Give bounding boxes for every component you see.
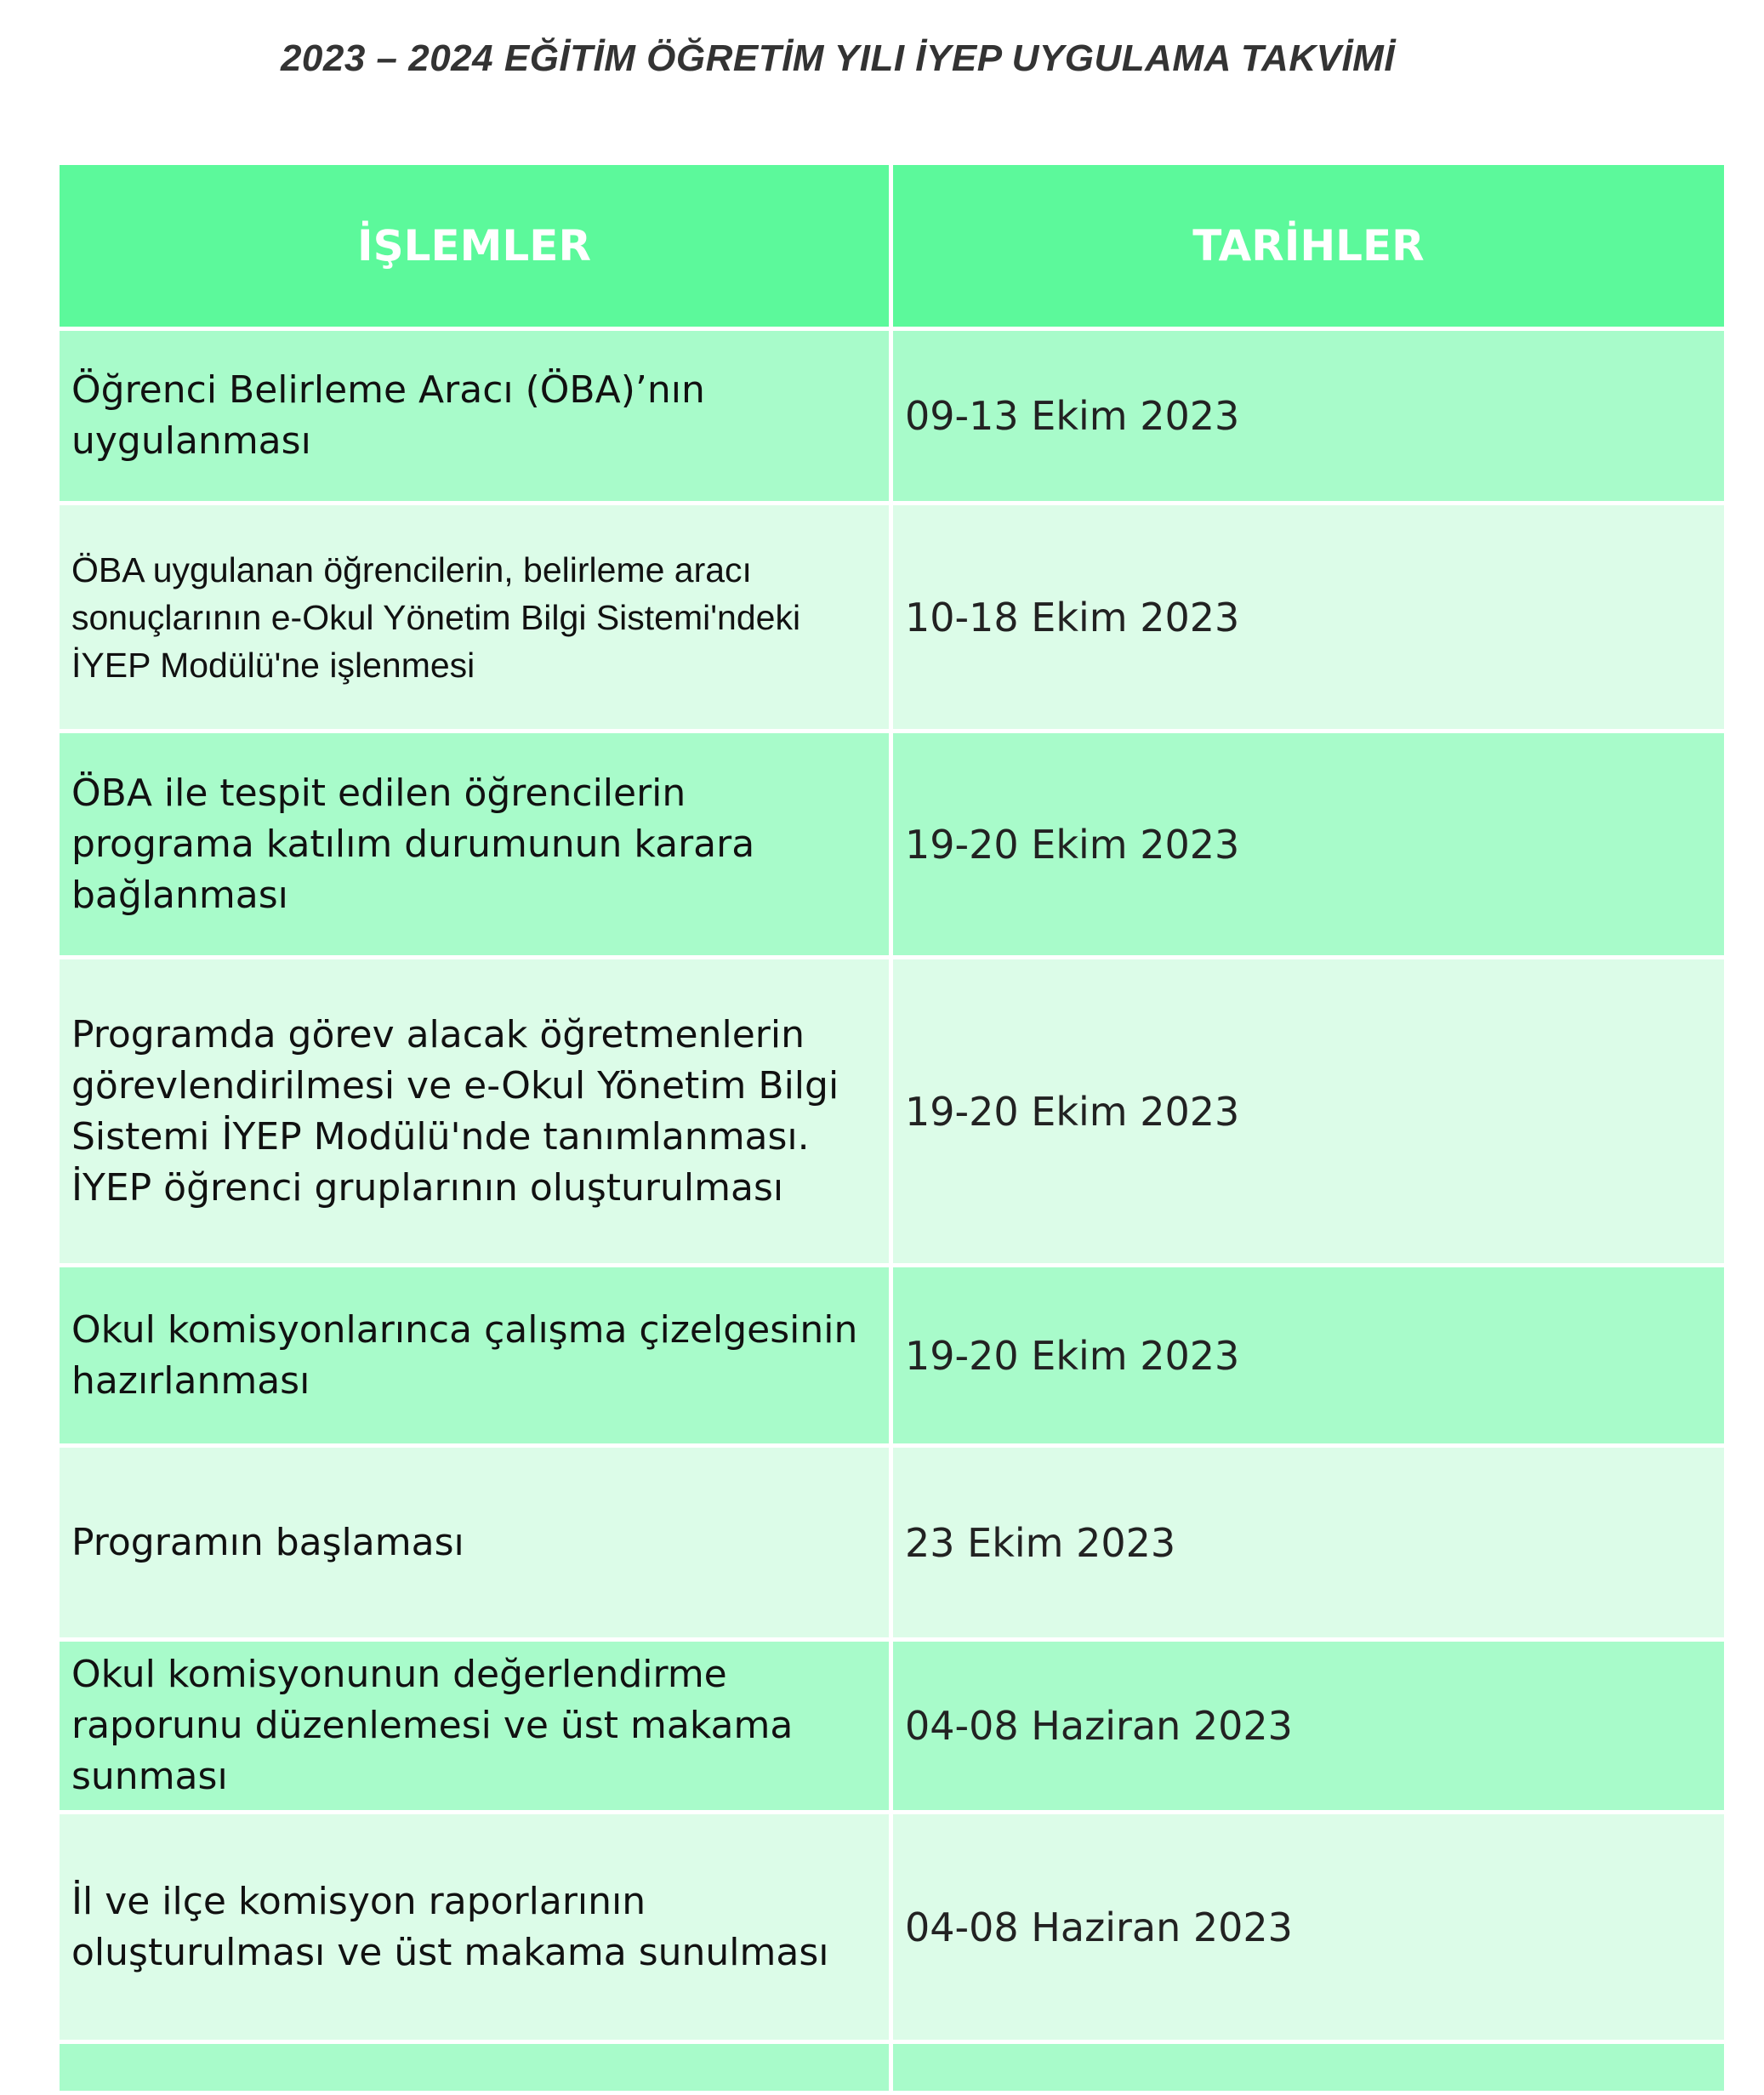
table-row <box>58 329 1727 504</box>
table-row <box>58 958 1727 1266</box>
task-cell: Programda görev alacak öğretmenlerin görevlendirilmesi ve e-Okul Yönetim Bilgi Sistemi İYEP Modülü'nde tanımlanması. İYEP öğrenci gruplarının oluşturulması <box>58 958 891 1266</box>
date-cell: 09-13 Ekim 2023 <box>891 329 1727 504</box>
date-cell: 10-18 Ekim 2023 <box>891 504 1727 732</box>
table-row <box>58 1813 1727 2042</box>
empty-cell <box>58 2042 891 2093</box>
table-row <box>58 1266 1727 1446</box>
date-cell: 19-20 Ekim 2023 <box>891 958 1727 1266</box>
table-header-row <box>58 163 1727 329</box>
date-cell: 23 Ekim 2023 <box>891 1446 1727 1640</box>
date-cell: 19-20 Ekim 2023 <box>891 1266 1727 1446</box>
task-cell: Programın başlaması <box>58 1446 891 1640</box>
task-cell: Okul komisyonlarınca çalışma çizelgesinin hazırlanması <box>58 1266 891 1446</box>
table-row <box>58 1640 1727 1813</box>
page-title: 2023 – 2024 EĞİTİM ÖĞRETİM YILI İYEP UYGULAMA TAKVİMİ <box>280 37 1396 79</box>
schedule-table <box>55 161 1728 2095</box>
date-cell: 19-20 Ekim 2023 <box>891 732 1727 958</box>
date-cell: 04-08 Haziran 2023 <box>891 1813 1727 2042</box>
task-cell: Okul komisyonunun değerlendirme raporunu düzenlemesi ve üst makama sunması <box>58 1640 891 1813</box>
header-dates: TARİHLER <box>891 163 1727 329</box>
table-row <box>58 504 1727 732</box>
empty-cell <box>891 2042 1727 2093</box>
date-cell: 04-08 Haziran 2023 <box>891 1640 1727 1813</box>
task-cell: ÖBA uygulanan öğrencilerin, belirleme aracı sonuçlarının e-Okul Yönetim Bilgi Sistemi'ndeki İYEP Modülü'ne işlenmesi <box>58 504 891 732</box>
task-cell: Öğrenci Belirleme Aracı (ÖBA)’nın uygulanması <box>58 329 891 504</box>
task-cell: İl ve ilçe komisyon raporlarının oluşturulması ve üst makama sunulması <box>58 1813 891 2042</box>
task-cell: ÖBA ile tespit edilen öğrencilerin programa katılım durumunun karara bağlanması <box>58 732 891 958</box>
table-row <box>58 732 1727 958</box>
table-row <box>58 1446 1727 1640</box>
table-row-partial <box>58 2042 1727 2093</box>
header-tasks: İŞLEMLER <box>58 163 891 329</box>
